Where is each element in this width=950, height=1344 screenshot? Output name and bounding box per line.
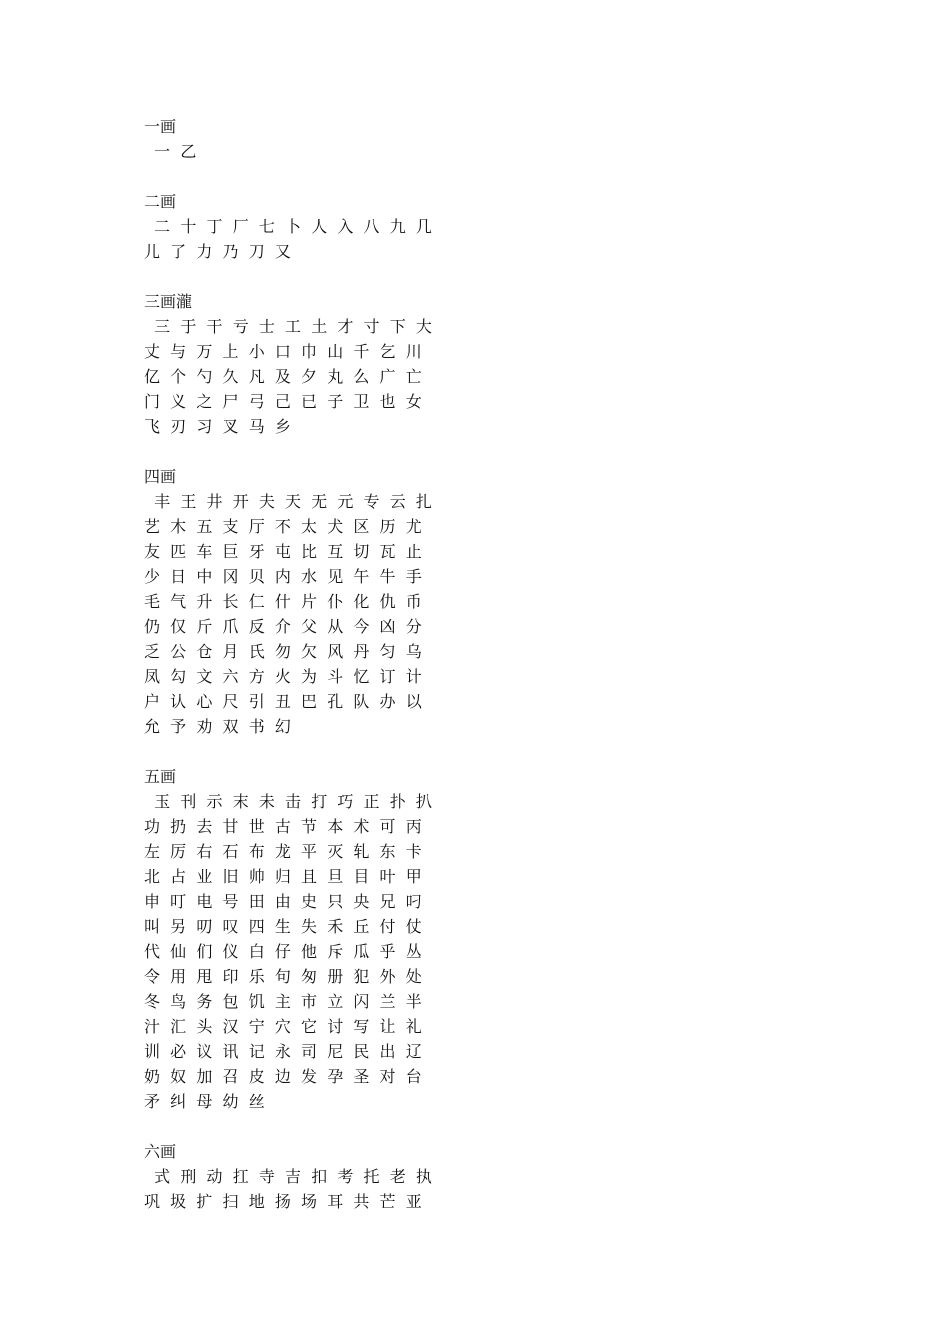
section-six-strokes — [144, 1139, 504, 1214]
character-line: 丰 王 井 开 夫 天 无 元 专 云 扎 — [144, 492, 432, 511]
character-line: 仍 仅 斤 爪 反 介 父 从 今 凶 分 — [144, 617, 422, 636]
character-line: 北 占 业 旧 帅 归 且 旦 目 叶 甲 — [144, 867, 422, 886]
character-line: 丈 与 万 上 小 口 巾 山 千 乞 川 — [144, 342, 422, 361]
character-line: 左 厉 右 石 布 龙 平 灭 轧 东 卡 — [144, 842, 422, 861]
character-line: 三 于 干 亏 士 工 土 才 寸 下 大 — [144, 317, 432, 336]
section-heading: 二画 — [144, 192, 177, 211]
character-line: 户 认 心 尺 引 丑 巴 孔 队 办 以 — [144, 692, 422, 711]
character-line: 毛 气 升 长 仁 什 片 仆 化 仇 币 — [144, 592, 422, 611]
character-line: 叫 另 叨 叹 四 生 失 禾 丘 付 仗 — [144, 917, 422, 936]
character-line: 允 予 劝 双 书 幻 — [144, 717, 291, 736]
section-one-stroke — [144, 114, 504, 164]
character-line: 亿 个 勺 久 凡 及 夕 丸 么 广 亡 — [144, 367, 422, 386]
character-line: 巩 圾 扩 扫 地 扬 场 耳 共 芒 亚 — [144, 1192, 422, 1211]
character-line: 奶 奴 加 召 皮 边 发 孕 圣 对 台 — [144, 1067, 422, 1086]
section-heading: 六画 — [144, 1142, 177, 1161]
section-heading: 五画 — [144, 767, 177, 786]
character-line: 儿 了 力 乃 刀 又 — [144, 242, 291, 261]
character-line: 申 叮 电 号 田 由 史 只 央 兄 叼 — [144, 892, 422, 911]
character-line: 凤 勾 文 六 方 火 为 斗 忆 订 计 — [144, 667, 422, 686]
section-three-strokes — [144, 289, 504, 439]
character-line: 汁 汇 头 汉 宁 穴 它 讨 写 让 礼 — [144, 1017, 422, 1036]
section-four-strokes — [144, 464, 504, 739]
character-line: 友 匹 车 巨 牙 屯 比 互 切 瓦 止 — [144, 542, 422, 561]
character-line: 式 刑 动 扛 寺 吉 扣 考 托 老 执 — [144, 1167, 432, 1186]
character-line: 冬 鸟 务 包 饥 主 市 立 闪 兰 半 — [144, 992, 422, 1011]
section-two-strokes — [144, 189, 504, 264]
character-line: 代 仙 们 仪 白 仔 他 斥 瓜 乎 丛 — [144, 942, 422, 961]
character-line: 矛 纠 母 幼 丝 — [144, 1092, 265, 1111]
character-line: 飞 刃 习 叉 马 乡 — [144, 417, 291, 436]
character-line: 乏 公 仓 月 氏 勿 欠 风 丹 匀 乌 — [144, 642, 422, 661]
character-list — [144, 114, 504, 1239]
character-line: 一 乙 — [144, 142, 197, 161]
character-line: 艺 木 五 支 厅 不 太 犬 区 历 尤 — [144, 517, 422, 536]
section-heading: 一画 — [144, 117, 177, 136]
character-line: 二 十 丁 厂 七 卜 人 入 八 九 几 — [144, 217, 432, 236]
character-line: 训 必 议 讯 记 永 司 尼 民 出 辽 — [144, 1042, 422, 1061]
character-line: 玉 刊 示 末 未 击 打 巧 正 扑 扒 — [144, 792, 432, 811]
section-heading: 三画瀧 — [144, 292, 193, 311]
character-line: 令 用 甩 印 乐 句 匆 册 犯 外 处 — [144, 967, 422, 986]
character-line: 功 扔 去 甘 世 古 节 本 术 可 丙 — [144, 817, 422, 836]
character-line: 少 日 中 冈 贝 内 水 见 午 牛 手 — [144, 567, 422, 586]
character-line: 门 义 之 尸 弓 己 已 子 卫 也 女 — [144, 392, 422, 411]
section-heading: 四画 — [144, 467, 177, 486]
section-five-strokes — [144, 764, 504, 1114]
